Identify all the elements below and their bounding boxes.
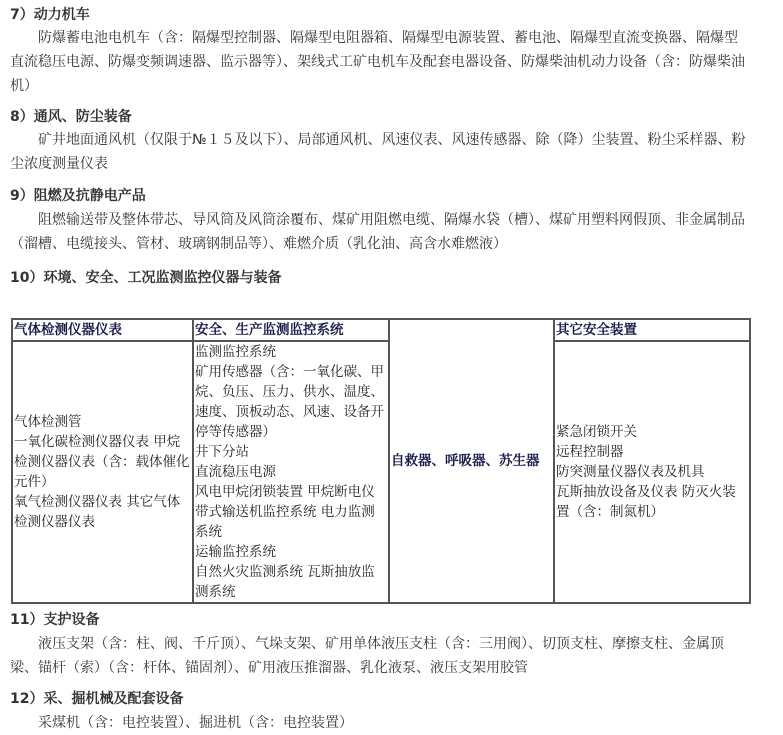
header-gas-detection: 气体检测仪器仪表	[12, 319, 193, 341]
cell-line: 瓦斯抽放设备及仪表 防灭火装置（含：制氮机）	[556, 484, 736, 520]
cell-line: 远程控制器	[556, 444, 624, 460]
section-12-text: 采煤机（含：电控装置）、掘进机（含：电控装置）	[38, 715, 353, 731]
cell-line: 氧气检测仪器仪表 其它气体检测仪器仪表	[14, 494, 181, 530]
cell-line: 自然火灾监测系统 瓦斯抽放监测系统	[195, 564, 375, 600]
header-empty	[389, 319, 554, 603]
section-7-heading: 7）动力机车	[10, 7, 90, 23]
cell-line: 直流稳压电源	[195, 464, 276, 480]
section-10-heading: 10）环境、安全、工况监测监控仪器与装备	[10, 270, 282, 286]
header-other-safety: 其它安全装置	[554, 319, 750, 341]
cell-line: 监测监控系统	[195, 344, 276, 360]
section-11-text: 液压支架（含：柱、阀、千斤顶）、气垛支架、矿用单体液压支柱（含：三用阀）、切顶支柱、摩擦支柱、金属顶梁、锚杆（索）（含：杆体、锚固剂）、矿用液压推溜器、乳化液泵、液压支架用胶管	[10, 636, 724, 676]
cell-line: 矿用传感器（含：一氧化碳、甲烷、负压、压力、供水、温度、速度、顶板动态、风速、设备开停等传感器）	[195, 364, 384, 440]
cell-line: 紧急闭锁开关	[556, 424, 637, 440]
section-9-heading: 9）阻燃及抗静电产品	[10, 188, 146, 204]
section-8-heading: 8）通风、防尘装备	[10, 109, 132, 125]
section-8-text: 矿井地面通风机（仅限于№１５及以下）、局部通风机、风速仪表、风速传感器、除（降）尘装置、粉尘采样器、粉尘浓度测量仪表	[10, 132, 746, 172]
section-7-text: 防爆蓄电池电机车（含：隔爆型控制器、隔爆型电阻器箱、隔爆型电源装置、蓄电池、隔爆型直流变换器、隔爆型直流稳压电源、防爆变频调速器、监示器等）、架线式工矿电机车及配套电器设备、防爆柴油机动力设备（含：防爆柴油机）	[10, 30, 745, 94]
equipment-table	[11, 318, 751, 604]
section-12-heading: 12）采、掘机械及配套设备	[10, 691, 184, 707]
cell-line: 一氧化碳检测仪器仪表 甲烷检测仪器仪表（含：载体催化元件）	[14, 434, 190, 490]
cell-line: 防突测量仪器仪表及机具	[556, 464, 705, 480]
other-safety-cell	[554, 341, 750, 603]
self-rescue-item: 自救器、呼吸器、苏生器	[391, 453, 540, 469]
section-9-text: 阻燃输送带及整体带芯、导风筒及风筒涂覆布、煤矿用阻燃电缆、隔爆水袋（槽）、煤矿用塑料网假顶、非金属制品（溜槽、电缆接头、管材、玻璃钢制品等）、难燃介质（乳化油、高含水难燃液）	[10, 212, 745, 252]
gas-detection-cell	[12, 341, 193, 603]
cell-line: 风电甲烷闭锁装置 甲烷断电仪	[195, 484, 375, 500]
table-row	[12, 341, 750, 603]
cell-line: 运输监控系统	[195, 544, 276, 560]
cell-line: 井下分站	[195, 444, 249, 460]
table-header-row	[12, 319, 750, 341]
cell-line: 带式输送机监控系统 电力监测系统	[195, 504, 375, 540]
section-11-heading: 11）支护设备	[10, 612, 100, 628]
cell-line: 气体检测管	[14, 414, 82, 430]
header-monitoring-systems: 安全、生产监测监控系统	[193, 319, 389, 341]
monitoring-cell	[193, 341, 389, 603]
